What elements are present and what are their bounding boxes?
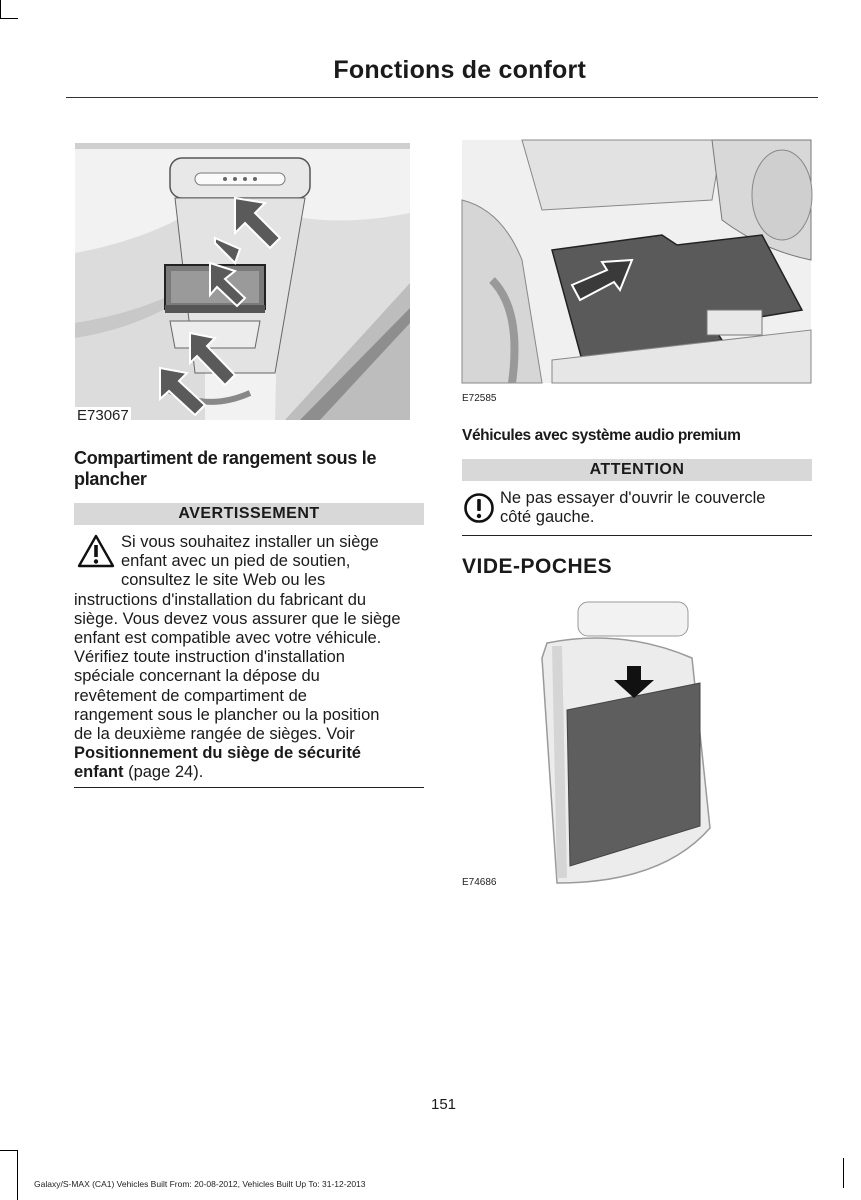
warning-line: instructions d'installation du fabricant du	[74, 590, 367, 609]
page-number: 151	[431, 1096, 457, 1113]
warning-line: enfant est compatible avec votre véhicule.	[74, 629, 382, 648]
seat-back-illustration	[462, 598, 722, 890]
attention-label-bar	[462, 459, 812, 481]
figure-floor-compartment	[462, 140, 811, 404]
warning-line: consultez le site Web ou les	[121, 571, 326, 590]
warning-text-block	[74, 533, 426, 783]
attention-line: côté gauche.	[500, 508, 595, 527]
warning-line: Si vous souhaitez installer un siège	[121, 533, 379, 551]
attention-bottom-rule	[462, 535, 812, 536]
attention-line: Ne pas essayer d'ouvrir le couvercle	[500, 489, 766, 507]
attention-text	[500, 489, 815, 527]
header-rule	[66, 97, 818, 98]
child-seat-link[interactable]: Positionnement du siège de sécurité	[74, 744, 361, 763]
crop-mark	[843, 1158, 844, 1188]
floor-compartment-illustration	[462, 140, 811, 383]
page-reference: (page 24).	[123, 763, 204, 782]
section-title	[74, 448, 429, 490]
attention-label: ATTENTION	[589, 461, 685, 478]
warning-line: revêtement de compartiment de	[74, 686, 307, 705]
overhead-console-illustration	[75, 143, 410, 420]
section-title-text: Compartiment de rangement sous le plancher	[74, 448, 377, 489]
footer-text: Galaxy/S-MAX (CA1) Vehicles Built From: 20-08-2012, Vehicles Built Up To: 31-12-2013	[34, 1179, 366, 1189]
vide-poches-heading: VIDE-POCHES	[462, 555, 613, 578]
crop-mark	[17, 1150, 18, 1200]
figure-code: E72585	[462, 393, 497, 404]
child-seat-link-end[interactable]: enfant	[74, 763, 124, 782]
figure-overhead-console	[75, 143, 410, 424]
warning-line: Vérifiez toute instruction d'installation	[74, 648, 345, 667]
warning-line: spéciale concernant la dépose du	[74, 667, 320, 686]
warning-link-line	[74, 763, 426, 782]
figure-code: E74686	[462, 877, 497, 888]
warning-label-bar	[74, 503, 424, 525]
warning-label: AVERTISSEMENT	[178, 505, 320, 522]
attention-circle-icon	[463, 492, 495, 524]
crop-mark	[0, 0, 1, 18]
figure-seat-back-pocket	[462, 598, 722, 890]
warning-line: enfant avec un pied de soutien,	[121, 552, 351, 571]
warning-bottom-rule	[74, 787, 424, 788]
warning-line: siège. Vous devez vous assurer que le siège	[74, 609, 401, 628]
warning-line: de la deuxième rangée de sièges. Voir	[74, 725, 355, 744]
warning-link-line	[74, 744, 426, 763]
warning-line: rangement sous le plancher ou la position	[74, 705, 380, 724]
crop-mark	[0, 1150, 18, 1151]
premium-audio-subheading: Véhicules avec système audio premium	[462, 427, 741, 444]
figure-code: E73067	[77, 407, 129, 424]
page-title: Fonctions de confort	[333, 56, 586, 84]
crop-mark	[0, 18, 18, 19]
